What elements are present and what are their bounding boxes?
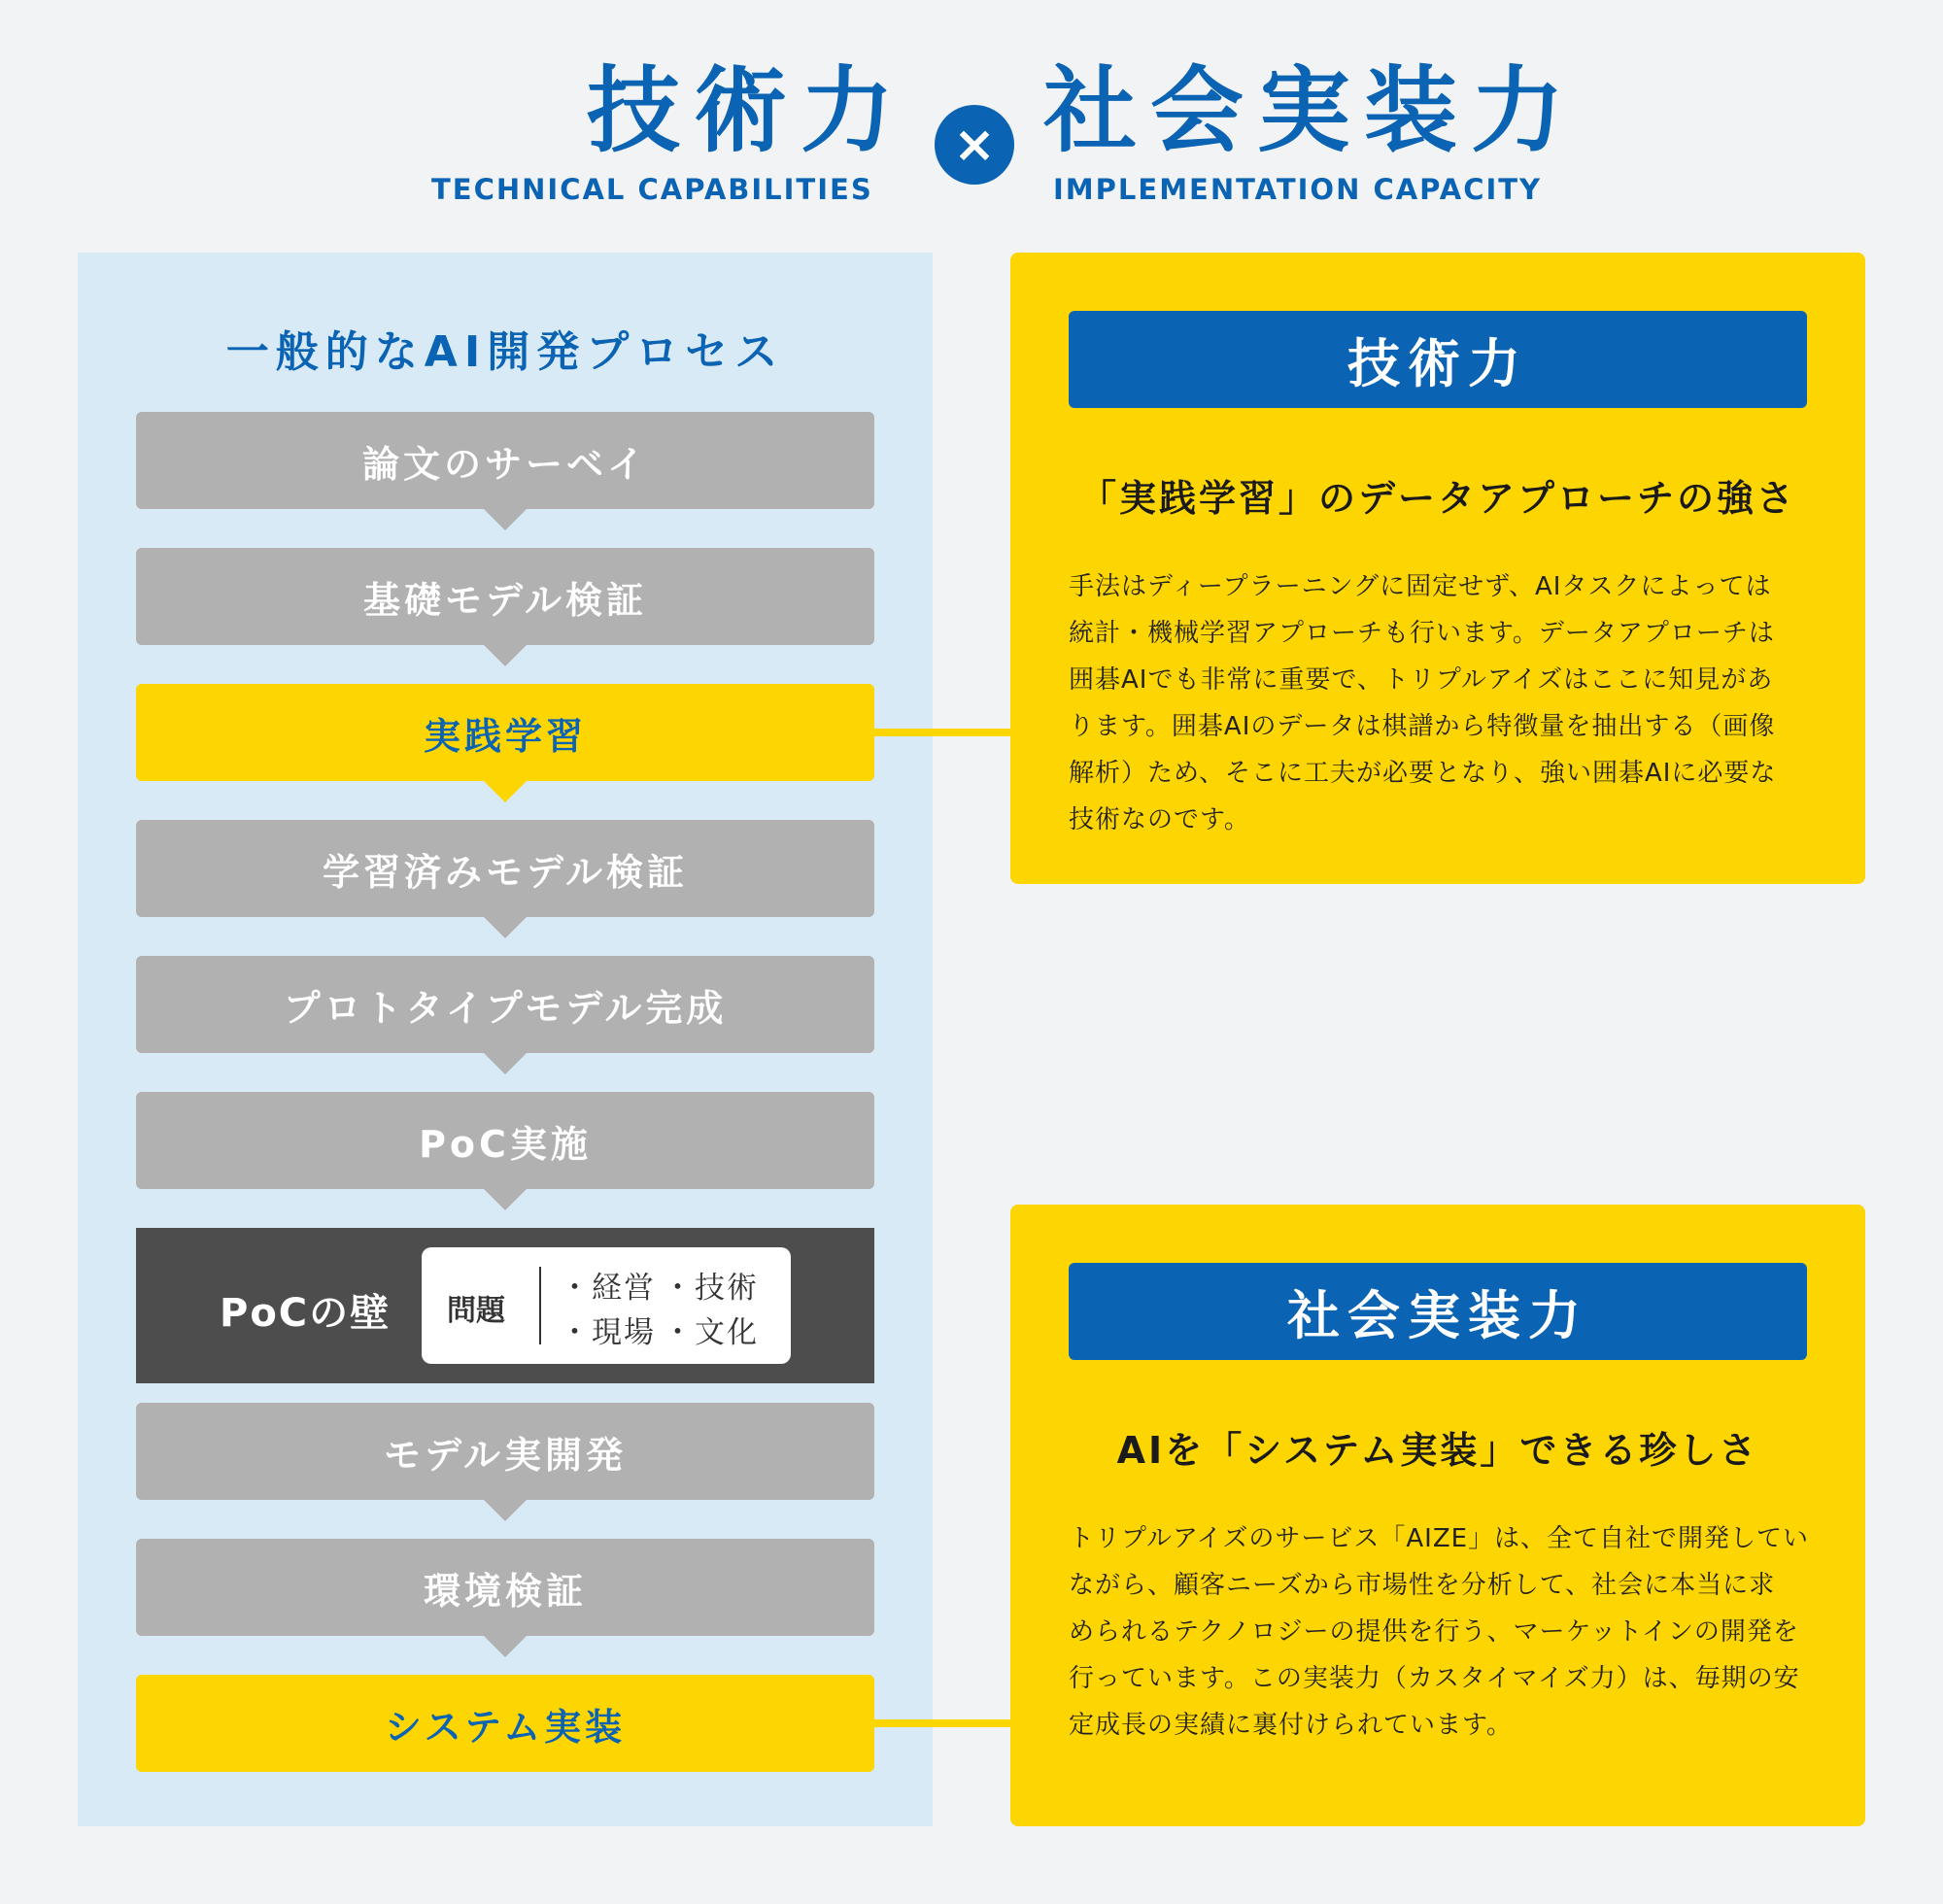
process-step-poc [136, 1092, 874, 1189]
header-subtitle-technical: TECHNICAL CAPABILITIES [431, 173, 873, 206]
body-line: ります。囲碁AIのデータは棋譜から特徴量を抽出する（画像 [1069, 712, 1776, 741]
process-title: 一般的なAI開発プロセス [225, 327, 785, 377]
process-step-label: 論文のサーベイ [361, 442, 648, 486]
down-arrow-icon [484, 1636, 527, 1657]
down-arrow-icon [484, 1053, 527, 1074]
poc-wall-item-management: ・経営 [560, 1271, 656, 1306]
body-line: ながら、顧客ニーズから市場性を分析して、社会に本当に求 [1069, 1571, 1776, 1600]
down-arrow-icon [484, 917, 527, 938]
down-arrow-icon [484, 1500, 527, 1521]
process-step-prototype-complete [136, 956, 874, 1053]
technical-card-heading: 技術力 [1069, 311, 1807, 408]
poc-wall-item-culture: ・文化 [663, 1315, 759, 1350]
header-subtitle-implementation: IMPLEMENTATION CAPACITY [1053, 173, 1543, 206]
body-line: 統計・機械学習アプローチも行います。データアプローチは [1069, 619, 1775, 648]
header-title-implementation: 社会実装力 [1043, 56, 1578, 165]
process-step-base-model-validation [136, 548, 874, 645]
poc-wall-divider [539, 1267, 541, 1344]
body-line: 技術なのです。 [1069, 805, 1250, 834]
process-step-trained-model-validation [136, 820, 874, 917]
implementation-card-heading: 社会実装力 [1069, 1263, 1807, 1360]
process-step-label: モデル実開発 [383, 1433, 628, 1477]
down-arrow-icon [484, 1189, 527, 1210]
poc-wall-label: PoCの壁 [220, 1291, 392, 1336]
process-step-practical-learning [136, 684, 874, 781]
process-step-label: 学習済みモデル検証 [322, 850, 689, 894]
body-line: 解析）ため、そこに工夫が必要となり、強い囲碁AIに必要な [1069, 759, 1777, 788]
process-step-label: 実践学習 [423, 714, 587, 758]
body-line: 行っています。この実装力（カスタイマイズ力）は、毎期の安 [1069, 1664, 1800, 1693]
process-step-label: 基礎モデル検証 [362, 578, 648, 622]
body-line: 定成長の実績に裏付けられています。 [1069, 1711, 1513, 1740]
down-arrow-icon [484, 645, 527, 666]
poc-wall-item-technology: ・技術 [663, 1271, 759, 1306]
process-step-label: システム実装 [384, 1705, 627, 1749]
body-line: 囲碁AIでも非常に重要で、トリプルアイズはここに知見があ [1069, 665, 1774, 695]
body-line: 手法はディープラーニングに固定せず、AIタスクによっては [1069, 572, 1772, 601]
implementation-card-body [1069, 1515, 1826, 1749]
implementation-card-subheading: AIを「システム実装」できる珍しさ [1116, 1429, 1759, 1472]
process-step-label: PoC実施 [419, 1122, 592, 1166]
process-step-system-implementation [136, 1675, 874, 1772]
down-arrow-icon [484, 781, 527, 802]
body-line: められるテクノロジーの提供を行う、マーケットインの開発を [1069, 1617, 1799, 1647]
technical-card-subheading: 「実践学習」のデータアプローチの強さ [1078, 477, 1796, 520]
connector-line-implementation [874, 1719, 1012, 1727]
cross-icon: × [935, 105, 1014, 185]
process-step-paper-survey [136, 412, 874, 509]
connector-line-technical [874, 729, 1012, 736]
process-step-label: 環境検証 [423, 1569, 587, 1613]
header-title-technical: 技術力 [587, 56, 907, 165]
process-step-label: プロトタイプモデル完成 [283, 986, 728, 1030]
process-step-model-development [136, 1403, 874, 1500]
poc-wall-problem-label: 問題 [447, 1294, 505, 1328]
technical-card-body [1069, 563, 1826, 843]
body-line: トリプルアイズのサービス「AIZE」は、全て自社で開発してい [1069, 1524, 1810, 1553]
poc-wall-item-field: ・現場 [560, 1315, 656, 1350]
down-arrow-icon [484, 509, 527, 530]
process-step-environment-validation [136, 1539, 874, 1636]
